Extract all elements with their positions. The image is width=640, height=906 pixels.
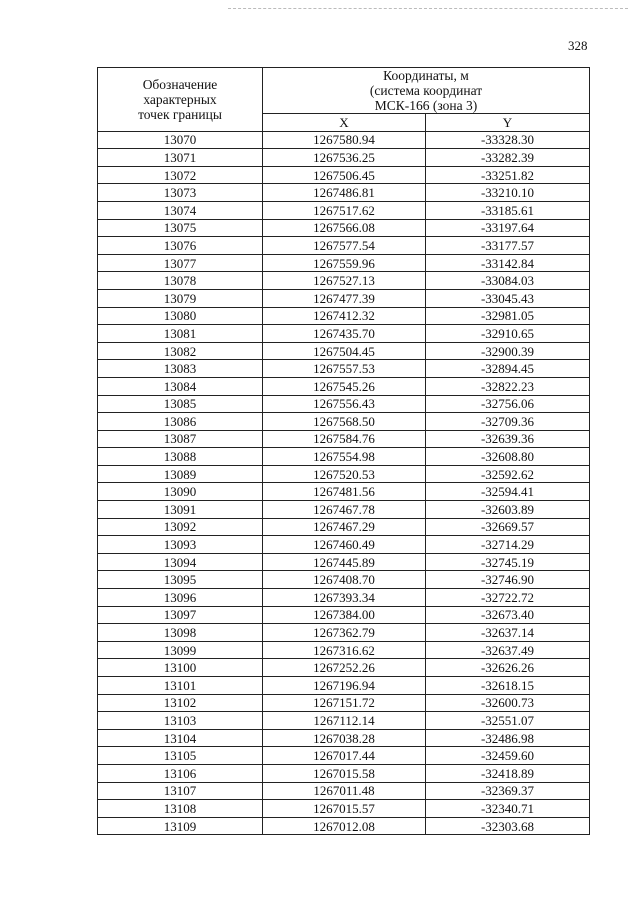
coordinates-header	[263, 68, 590, 114]
y-coordinate-cell: -32637.14	[426, 624, 590, 642]
point-id-cell: 13097	[98, 606, 263, 624]
table-row	[98, 289, 590, 307]
x-coordinate-cell: 1267252.26	[263, 659, 426, 677]
point-id-cell: 13081	[98, 325, 263, 343]
point-id-cell: 13092	[98, 518, 263, 536]
point-id-cell: 13103	[98, 712, 263, 730]
x-coordinate-cell: 1267467.29	[263, 518, 426, 536]
point-id-cell: 13108	[98, 800, 263, 818]
top-dashed-rule	[228, 8, 628, 9]
y-coordinate-cell: -32746.90	[426, 571, 590, 589]
point-id-cell: 13107	[98, 782, 263, 800]
y-coordinate-cell: -33045.43	[426, 289, 590, 307]
y-coordinate-cell: -32894.45	[426, 360, 590, 378]
x-coordinate-cell: 1267393.34	[263, 589, 426, 607]
x-coordinate-cell: 1267566.08	[263, 219, 426, 237]
point-id-cell: 13074	[98, 201, 263, 219]
y-coordinate-cell: -32910.65	[426, 325, 590, 343]
point-id-cell: 13095	[98, 571, 263, 589]
y-coordinate-cell: -32594.41	[426, 483, 590, 501]
point-id-cell: 13073	[98, 184, 263, 202]
point-id-cell: 13077	[98, 254, 263, 272]
table-row	[98, 430, 590, 448]
coords-header-line: МСК-166 (зона 3)	[374, 98, 478, 113]
point-id-cell: 13109	[98, 817, 263, 835]
y-coordinate-cell: -33142.84	[426, 254, 590, 272]
table-row	[98, 606, 590, 624]
point-id-cell: 13098	[98, 624, 263, 642]
point-id-cell: 13100	[98, 659, 263, 677]
x-coordinate-cell: 1267384.00	[263, 606, 426, 624]
y-coordinate-cell: -33328.30	[426, 131, 590, 149]
y-coordinate-cell: -32551.07	[426, 712, 590, 730]
point-id-cell: 13090	[98, 483, 263, 501]
point-header-line: точек границы	[138, 106, 222, 122]
table-row	[98, 641, 590, 659]
x-coordinate-cell: 1267408.70	[263, 571, 426, 589]
x-coordinate-cell: 1267112.14	[263, 712, 426, 730]
x-coordinate-cell: 1267445.89	[263, 553, 426, 571]
x-coordinate-cell: 1267554.98	[263, 448, 426, 466]
y-coordinate-cell: -32637.49	[426, 641, 590, 659]
y-coordinate-cell: -32600.73	[426, 694, 590, 712]
x-coordinate-cell: 1267557.53	[263, 360, 426, 378]
point-id-cell: 13078	[98, 272, 263, 290]
coords-header-line: Координаты, м	[383, 68, 469, 83]
table-row	[98, 518, 590, 536]
y-coordinate-cell: -33185.61	[426, 201, 590, 219]
y-coordinate-cell: -32722.72	[426, 589, 590, 607]
point-id-cell: 13082	[98, 342, 263, 360]
y-coordinate-cell: -32486.98	[426, 729, 590, 747]
table-row	[98, 536, 590, 554]
x-coordinate-cell: 1267506.45	[263, 166, 426, 184]
x-coordinate-cell: 1267017.44	[263, 747, 426, 765]
x-coordinate-cell: 1267038.28	[263, 729, 426, 747]
table-row	[98, 237, 590, 255]
y-coordinate-cell: -32714.29	[426, 536, 590, 554]
table-row	[98, 342, 590, 360]
point-id-cell: 13070	[98, 131, 263, 149]
x-coordinate-cell: 1267012.08	[263, 817, 426, 835]
table-row	[98, 254, 590, 272]
x-coordinate-cell: 1267362.79	[263, 624, 426, 642]
point-id-cell: 13076	[98, 237, 263, 255]
point-id-cell: 13080	[98, 307, 263, 325]
x-coordinate-cell: 1267011.48	[263, 782, 426, 800]
x-column-header: X	[263, 114, 426, 132]
x-coordinate-cell: 1267577.54	[263, 237, 426, 255]
x-coordinate-cell: 1267412.32	[263, 307, 426, 325]
point-id-cell: 13089	[98, 465, 263, 483]
y-coordinate-cell: -32981.05	[426, 307, 590, 325]
point-id-cell: 13104	[98, 729, 263, 747]
point-header-line: Обозначение	[142, 76, 218, 92]
table-row	[98, 589, 590, 607]
y-coordinate-cell: -32608.80	[426, 448, 590, 466]
table-row	[98, 764, 590, 782]
point-id-cell: 13072	[98, 166, 263, 184]
coordinates-table	[97, 67, 590, 835]
table-row	[98, 501, 590, 519]
point-id-cell: 13102	[98, 694, 263, 712]
table-row	[98, 166, 590, 184]
x-coordinate-cell: 1267545.26	[263, 377, 426, 395]
x-coordinate-cell: 1267151.72	[263, 694, 426, 712]
x-coordinate-cell: 1267467.78	[263, 501, 426, 519]
x-coordinate-cell: 1267460.49	[263, 536, 426, 554]
x-coordinate-cell: 1267504.45	[263, 342, 426, 360]
point-id-cell: 13087	[98, 430, 263, 448]
point-id-cell: 13106	[98, 764, 263, 782]
point-id-cell: 13105	[98, 747, 263, 765]
table-row	[98, 448, 590, 466]
point-id-cell: 13084	[98, 377, 263, 395]
x-coordinate-cell: 1267584.76	[263, 430, 426, 448]
point-id-cell: 13085	[98, 395, 263, 413]
point-id-cell: 13071	[98, 149, 263, 167]
table-row	[98, 553, 590, 571]
y-coordinate-cell: -32592.62	[426, 465, 590, 483]
y-column-header: Y	[426, 114, 590, 132]
table-body	[98, 131, 590, 835]
y-coordinate-cell: -33210.10	[426, 184, 590, 202]
coords-header-line: (система координат	[369, 83, 483, 98]
x-coordinate-cell: 1267435.70	[263, 325, 426, 343]
table-row	[98, 149, 590, 167]
table-row	[98, 782, 590, 800]
x-coordinate-cell: 1267559.96	[263, 254, 426, 272]
table-row	[98, 395, 590, 413]
y-coordinate-cell: -32459.60	[426, 747, 590, 765]
table-row	[98, 729, 590, 747]
table-row	[98, 712, 590, 730]
point-header-line: характерных	[143, 91, 217, 107]
y-coordinate-cell: -32639.36	[426, 430, 590, 448]
x-coordinate-cell: 1267486.81	[263, 184, 426, 202]
x-coordinate-cell: 1267316.62	[263, 641, 426, 659]
point-id-cell: 13093	[98, 536, 263, 554]
y-coordinate-cell: -32618.15	[426, 677, 590, 695]
point-id-cell: 13099	[98, 641, 263, 659]
y-coordinate-cell: -33251.82	[426, 166, 590, 184]
page-number: 328	[568, 38, 588, 53]
x-coordinate-cell: 1267520.53	[263, 465, 426, 483]
table-row	[98, 465, 590, 483]
point-id-cell: 13075	[98, 219, 263, 237]
y-coordinate-cell: -33282.39	[426, 149, 590, 167]
point-id-cell: 13096	[98, 589, 263, 607]
table-row	[98, 694, 590, 712]
y-coordinate-cell: -32626.26	[426, 659, 590, 677]
table-row	[98, 219, 590, 237]
table-row	[98, 201, 590, 219]
y-coordinate-cell: -32603.89	[426, 501, 590, 519]
y-coordinate-cell: -32303.68	[426, 817, 590, 835]
x-coordinate-cell: 1267568.50	[263, 413, 426, 431]
y-coordinate-cell: -33197.64	[426, 219, 590, 237]
point-id-cell: 13079	[98, 289, 263, 307]
point-designation-header	[98, 68, 263, 132]
table-row	[98, 360, 590, 378]
x-coordinate-cell: 1267536.25	[263, 149, 426, 167]
y-coordinate-cell: -32340.71	[426, 800, 590, 818]
table-row	[98, 747, 590, 765]
x-coordinate-cell: 1267015.57	[263, 800, 426, 818]
x-coordinate-cell: 1267527.13	[263, 272, 426, 290]
x-coordinate-cell: 1267556.43	[263, 395, 426, 413]
x-coordinate-cell: 1267015.58	[263, 764, 426, 782]
point-id-cell: 13101	[98, 677, 263, 695]
y-coordinate-cell: -32673.40	[426, 606, 590, 624]
table-row	[98, 307, 590, 325]
y-coordinate-cell: -32669.57	[426, 518, 590, 536]
point-id-cell: 13091	[98, 501, 263, 519]
x-coordinate-cell: 1267580.94	[263, 131, 426, 149]
y-coordinate-cell: -32822.23	[426, 377, 590, 395]
x-coordinate-cell: 1267477.39	[263, 289, 426, 307]
table-row	[98, 677, 590, 695]
y-coordinate-cell: -32418.89	[426, 764, 590, 782]
table-row	[98, 817, 590, 835]
x-coordinate-cell: 1267196.94	[263, 677, 426, 695]
table-row	[98, 413, 590, 431]
table-row	[98, 483, 590, 501]
table-row	[98, 131, 590, 149]
x-coordinate-cell: 1267517.62	[263, 201, 426, 219]
y-coordinate-cell: -33177.57	[426, 237, 590, 255]
point-id-cell: 13083	[98, 360, 263, 378]
table-row	[98, 571, 590, 589]
table-row	[98, 659, 590, 677]
table-row	[98, 377, 590, 395]
table-row	[98, 800, 590, 818]
y-coordinate-cell: -32756.06	[426, 395, 590, 413]
point-id-cell: 13088	[98, 448, 263, 466]
y-coordinate-cell: -32709.36	[426, 413, 590, 431]
y-coordinate-cell: -32369.37	[426, 782, 590, 800]
point-id-cell: 13094	[98, 553, 263, 571]
table-row	[98, 184, 590, 202]
x-coordinate-cell: 1267481.56	[263, 483, 426, 501]
point-id-cell: 13086	[98, 413, 263, 431]
table-row	[98, 624, 590, 642]
table-row	[98, 325, 590, 343]
table-row	[98, 272, 590, 290]
y-coordinate-cell: -32900.39	[426, 342, 590, 360]
y-coordinate-cell: -33084.03	[426, 272, 590, 290]
y-coordinate-cell: -32745.19	[426, 553, 590, 571]
